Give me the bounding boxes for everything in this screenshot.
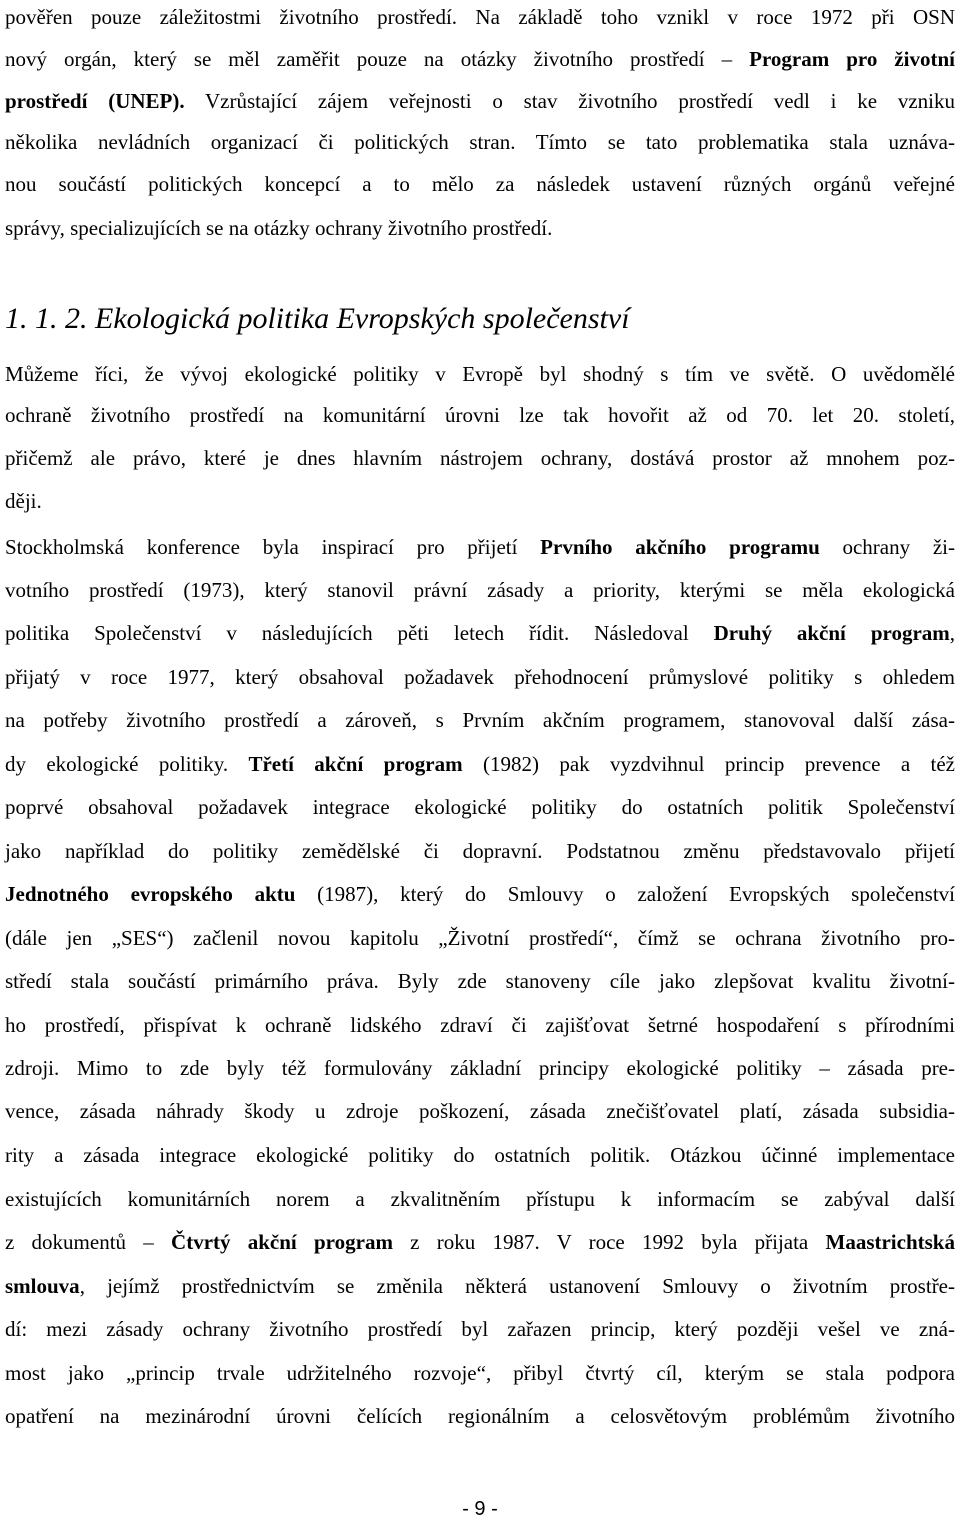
text-line: středí stala součástí primárního práva. Byly zde stanoveny cíle jako zlepšovat kvalitu životní- (5, 969, 955, 993)
text-line: Můžeme říci, že vývoj ekologické politiky v Evropě byl shodný s tím ve světě. O uvědomělé (5, 362, 955, 386)
emphasis: Prvního akčního programu (540, 535, 820, 559)
emphasis: Program pro životní (749, 47, 955, 71)
text-line: most jako „princip trvale udržitelného rozvoje“, přibyl čtvrtý cíl, kterým se stala podpora (5, 1361, 955, 1385)
emphasis: Čtvrtý akční program (171, 1230, 393, 1254)
emphasis: Druhý akční program (713, 621, 950, 645)
text-line: ději. (5, 489, 42, 513)
text-line: ochraně životního prostředí na komunitární úrovni lze tak hovořit až od 70. let 20. století, (5, 403, 955, 427)
text-line: přičemž ale právo, které je dnes hlavním nástrojem ochrany, dostává prostor až mnohem poz- (5, 446, 955, 470)
text-line: ho prostředí, přispívat k ochraně lidského zdraví či zajišťovat šetrné hospodaření s přírodními (5, 1013, 955, 1037)
text-line: z dokumentů – Čtvrtý akční program z roku 1987. V roce 1992 byla přijata Maastrichtská (5, 1230, 955, 1254)
text-line: rity a zásada integrace ekologické politiky do ostatních politik. Otázkou účinné implementace (5, 1143, 955, 1167)
text-line: vence, zásada náhrady škody u zdroje poškození, zásada znečišťovatel platí, zásada subsidia- (5, 1099, 955, 1123)
text-line: smlouva, jejímž prostřednictvím se změnila některá ustanovení Smlouvy o životním prostře- (5, 1274, 955, 1298)
text-line: nový orgán, který se měl zaměřit pouze na otázky životního prostředí – Program pro životní (5, 47, 955, 71)
text-line: pověřen pouze záležitostmi životního prostředí. Na základě toho vznikl v roce 1972 při OSN (5, 5, 955, 29)
section-heading: 1. 1. 2. Ekologická politika Evropských společenství (5, 302, 630, 335)
text-line: dy ekologické politiky. Třetí akční program (1982) pak vyzdvihnul princip prevence a též (5, 752, 955, 776)
text-line: správy, specializujících se na otázky ochrany životního prostředí. (5, 216, 553, 240)
text-line: přijatý v roce 1977, který obsahoval požadavek přehodnocení průmyslové politiky s ohledem (5, 665, 955, 689)
text-line: votního prostředí (1973), který stanovil právní zásady a priority, kterými se měla ekologická (5, 578, 955, 602)
text-line: politika Společenství v následujících pěti letech řídit. Následoval Druhý akční program, (5, 621, 956, 645)
text-line: na potřeby životního prostředí a zároveň, s Prvním akčním programem, stanovoval další zása- (5, 708, 955, 732)
emphasis: Třetí akční program (248, 752, 463, 776)
emphasis: smlouva (5, 1274, 80, 1298)
text-line: prostředí (UNEP). Vzrůstající zájem veřejnosti o stav životního prostředí vedl i ke vzniku (5, 89, 955, 113)
page-number: - 9 - (462, 1498, 498, 1520)
text-line: poprvé obsahoval požadavek integrace ekologické politiky do ostatních politik Společenství (5, 795, 955, 819)
text-line: opatření na mezinárodní úrovni čelících regionálním a celosvětovým problémům životního (5, 1404, 955, 1428)
text-line: Jednotného evropského aktu (1987), který do Smlouvy o založení Evropských společenství (5, 882, 955, 906)
text-line: (dále jen „SES“) začlenil novou kapitolu „Životní prostředí“, čímž se ochrana životního pro- (5, 926, 955, 950)
text-line: zdroji. Mimo to zde byly též formulovány základní principy ekologické politiky – zásada pre- (5, 1056, 955, 1080)
text-line: jako například do politiky zemědělské či dopravní. Podstatnou změnu představovalo přijetí (5, 839, 955, 863)
text-line: Stockholmská konference byla inspirací pro přijetí Prvního akčního programu ochrany ži- (5, 535, 955, 559)
emphasis: prostředí (UNEP). (5, 89, 185, 113)
text-line: několika nevládních organizací či politických stran. Tímto se tato problematika stala uznáva- (5, 130, 955, 154)
emphasis: Jednotného evropského aktu (5, 882, 296, 906)
emphasis: Maastrichtská (825, 1230, 955, 1254)
text-line: existujících komunitárních norem a zkvalitněním přístupu k informacím se zabýval další (5, 1187, 955, 1211)
text-line: nou součástí politických koncepcí a to mělo za následek ustavení různých orgánů veřejné (5, 172, 955, 196)
text-line: dí: mezi zásady ochrany životního prostředí byl zařazen princip, který později vešel ve zná- (5, 1317, 955, 1341)
